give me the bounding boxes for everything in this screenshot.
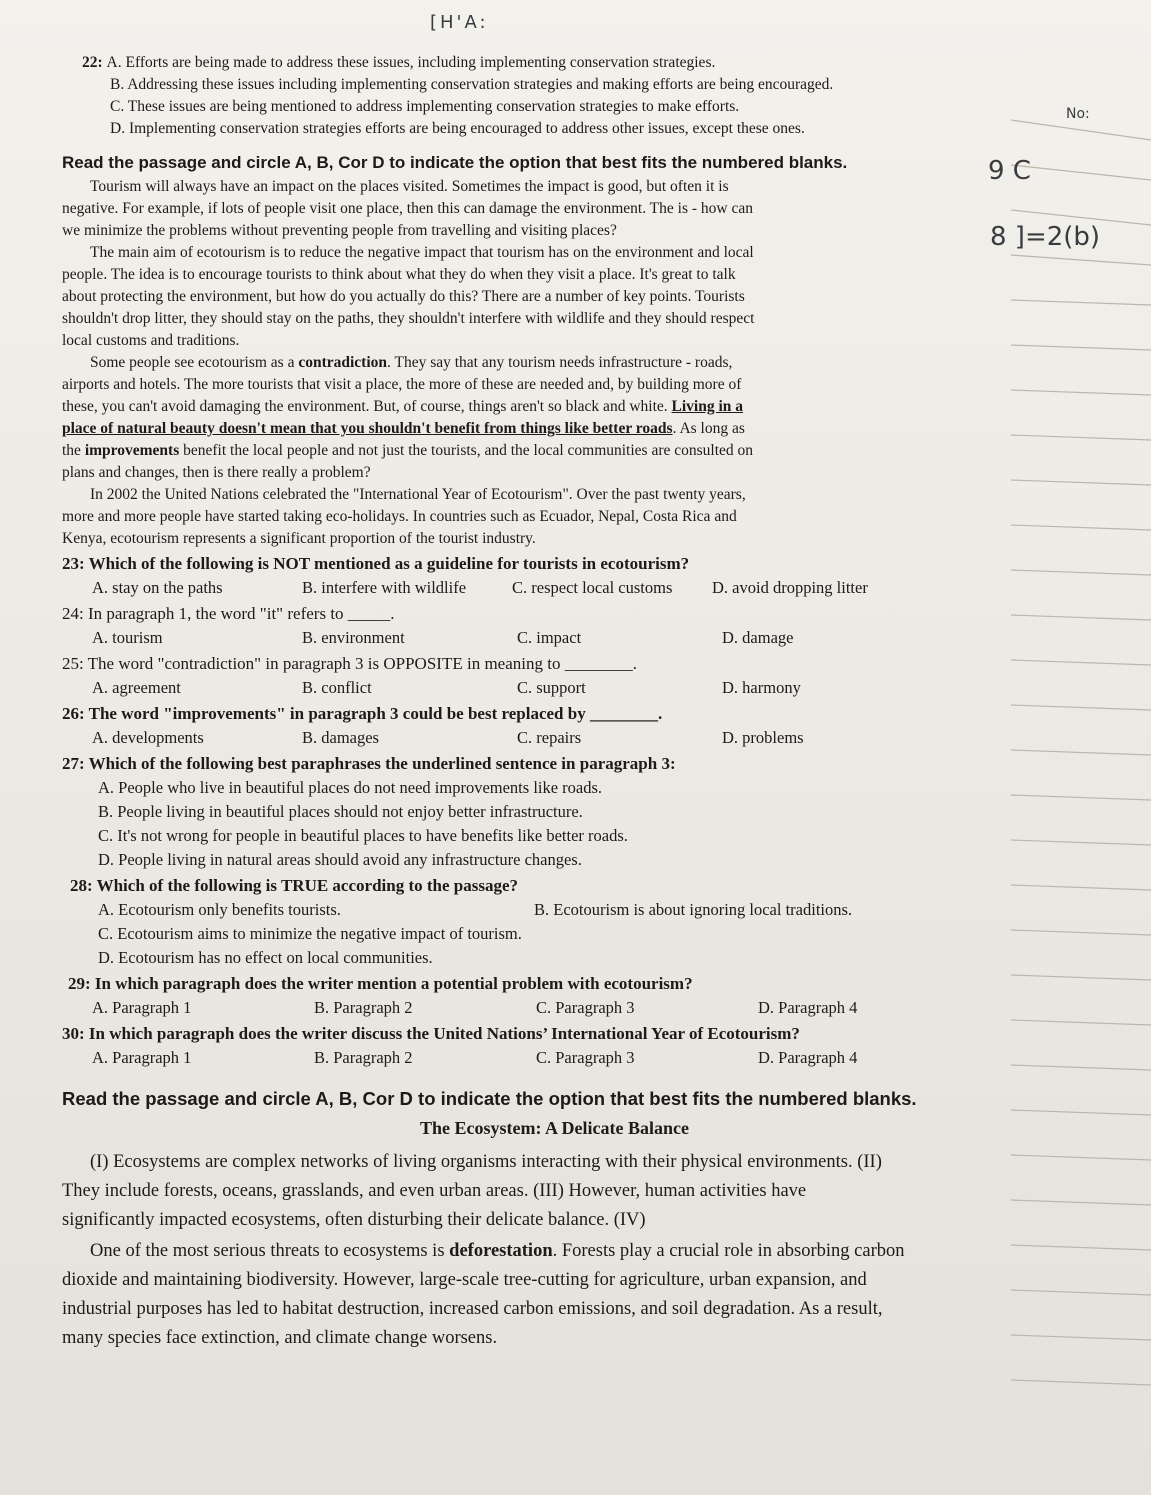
q24-option-c[interactable]: C. impact (517, 628, 582, 647)
no-label: No: (1066, 106, 1090, 122)
q23-stem: 23: Which of the following is NOT mentioned as a guideline for tourists in ecotourism? (62, 554, 690, 573)
q28-option-a[interactable]: A. Ecotourism only benefits tourists. (98, 900, 341, 919)
q27-stem: 27: Which of the following best paraphrases the underlined sentence in paragraph 3: (62, 754, 676, 773)
q26-option-b[interactable]: B. damages (302, 728, 379, 747)
handwritten-note-2: 8 ]=2(b) (990, 222, 1101, 252)
q28-option-b[interactable]: B. Ecotourism is about ignoring local traditions. (534, 900, 853, 919)
keyword-improvements: improvements (84, 442, 180, 459)
p4-line-1: In 2002 the United Nations celebrated the "International Year of Ecotourism". Over the past twenty years, (90, 486, 746, 503)
q27-option-c[interactable]: C. It's not wrong for people in beautiful places to have benefits like better roads. (98, 826, 628, 845)
q25-stem: 25: The word "contradiction" in paragraph 3 is OPPOSITE in meaning to ________. (62, 654, 637, 673)
q25-option-d[interactable]: D. harmony (722, 678, 801, 697)
underlined-sentence-part-1: Living in a (671, 398, 744, 415)
q29-option-b[interactable]: B. Paragraph 2 (314, 998, 413, 1017)
q27-option-b[interactable]: B. People living in beautiful places should not enjoy better infrastructure. (98, 802, 583, 821)
q26-options (62, 726, 1047, 750)
p2-2-line-3: industrial purposes has led to habitat destruction, increased carbon emissions, and soil degradation. As a result, (62, 1299, 883, 1319)
p3-line-6: plans and changes, then is there really a problem? (62, 464, 371, 481)
q28-options-ab (62, 898, 1047, 922)
p2-2-line-4: many species face extinction, and climate change worsens. (62, 1328, 498, 1348)
keyword-deforestation: deforestation (449, 1241, 553, 1261)
q29-stem: 29: In which paragraph does the writer mention a potential problem with ecotourism? (68, 974, 693, 993)
q26-option-d[interactable]: D. problems (722, 728, 804, 747)
q24-stem: 24: In paragraph 1, the word "it" refers to _____. (62, 604, 395, 623)
q26-option-c[interactable]: C. repairs (517, 728, 582, 747)
p2-line-4: shouldn't drop litter, they should stay on the paths, they shouldn't interfere with wildlife and they should respect (62, 310, 755, 327)
q30-option-c[interactable]: C. Paragraph 3 (536, 1048, 635, 1067)
q23-option-a[interactable]: A. stay on the paths (92, 578, 223, 597)
p1-line-3: we minimize the problems without preventing people from travelling and visiting places? (62, 222, 617, 239)
q26-stem: 26: The word "improvements" in paragraph 3 could be best replaced by ________. (62, 704, 663, 723)
q25-option-b[interactable]: B. conflict (302, 678, 372, 697)
p2-line-2: people. The idea is to encourage tourists to think about what they do when they visit a place. It's great to talk (62, 266, 736, 283)
p2-1-line-2: They include forests, oceans, grasslands, and even urban areas. (III) However, human activities have (62, 1181, 807, 1201)
q25-option-a[interactable]: A. agreement (92, 678, 181, 697)
worksheet-content (62, 52, 1047, 1353)
q29-option-a[interactable]: A. Paragraph 1 (92, 998, 192, 1017)
instruction-2: Read the passage and circle A, B, Cor D to indicate the option that best fits the numbered blanks. (62, 1088, 917, 1109)
q25-option-c[interactable]: C. support (517, 678, 586, 697)
q30-stem: 30: In which paragraph does the writer discuss the United Nations’ International Year of Ecotourism? (62, 1024, 800, 1043)
q22-option-b[interactable]: B. Addressing these issues including implementing conservation strategies and making efforts are being encouraged. (110, 76, 834, 93)
p3-line-2: airports and hotels. The more tourists that visit a place, the more of these are needed and, by building more of (62, 376, 742, 393)
top-scribble: [H'A: (430, 12, 489, 33)
p1-line-1: Tourism will always have an impact on the places visited. Sometimes the impact is good, but often it is (90, 178, 729, 195)
q30-option-a[interactable]: A. Paragraph 1 (92, 1048, 192, 1067)
p2-line-1: The main aim of ecotourism is to reduce the negative impact that tourism has on the environment and local (90, 244, 754, 261)
p4-line-3: Kenya, ecotourism represents a significant proportion of the tourist industry. (62, 530, 536, 547)
p2-2-line-1: One of the most serious threats to ecosystems is deforestation. Forests play a crucial role in absorbing carbon (90, 1241, 905, 1261)
passage-ecosystem (62, 1114, 1047, 1353)
p2-line-3: about protecting the environment, but how do you actually do this? There are a number of key points. Tourists (62, 288, 745, 305)
q30-option-d[interactable]: D. Paragraph 4 (758, 1048, 858, 1067)
q23-option-d[interactable]: D. avoid dropping litter (712, 578, 868, 597)
q24-options (62, 626, 1047, 650)
p3-line-4: place of natural beauty doesn't mean that you shouldn't benefit from things like better roads. As long as (62, 420, 745, 437)
q24-option-b[interactable]: B. environment (302, 628, 405, 647)
q23-option-b[interactable]: B. interfere with wildlife (302, 578, 467, 597)
q23-option-c[interactable]: C. respect local customs (512, 578, 673, 597)
q30-option-b[interactable]: B. Paragraph 2 (314, 1048, 413, 1067)
q22-option-c[interactable]: C. These issues are being mentioned to address implementing conservation strategies to make efforts. (110, 98, 740, 115)
p2-1-line-3: significantly impacted ecosystems, often disturbing their delicate balance. (IV) (62, 1210, 646, 1230)
underlined-sentence-part-2: place of natural beauty doesn't mean that you shouldn't benefit from things like better roads (62, 420, 673, 437)
p2-line-5: local customs and traditions. (62, 332, 240, 349)
q28-option-d[interactable]: D. Ecotourism has no effect on local communities. (98, 948, 433, 967)
q30-options (62, 1046, 1047, 1070)
keyword-contradiction: contradiction (298, 354, 388, 371)
q26-option-a[interactable]: A. developments (92, 728, 204, 747)
p3-line-5: the improvements benefit the local people and not just the tourists, and the local communities are consulted on (62, 442, 754, 459)
q24-option-d[interactable]: D. damage (722, 628, 794, 647)
q25-options (62, 676, 1047, 700)
p3-line-3: these, you can't avoid damaging the environment. But, of course, things aren't so black and white. Living in a (62, 398, 744, 415)
q27-option-d[interactable]: D. People living in natural areas should avoid any infrastructure changes. (98, 850, 582, 869)
q28-stem: 28: Which of the following is TRUE according to the passage? (70, 876, 519, 895)
passage-ecotourism (62, 176, 1047, 550)
q27-option-a[interactable]: A. People who live in beautiful places do not need improvements like roads. (98, 778, 603, 797)
handwritten-note-1: 9 C (988, 156, 1031, 186)
q29-option-d[interactable]: D. Paragraph 4 (758, 998, 858, 1017)
q24-option-a[interactable]: A. tourism (92, 628, 163, 647)
p2-1-line-1: (I) Ecosystems are complex networks of living organisms interacting with their physical environments. (II) (90, 1152, 882, 1172)
question-22 (62, 52, 1047, 140)
p4-line-2: more and more people have started taking eco-holidays. In countries such as Ecuador, Nepal, Costa Rica and (62, 508, 737, 525)
p2-2-line-2: dioxide and maintaining biodiversity. However, large-scale tree-cutting for agriculture, urban expansion, and (62, 1270, 867, 1290)
q22-number: 22: (82, 54, 107, 71)
q29-options (62, 996, 1047, 1020)
q22-option-a[interactable]: A. Efforts are being made to address these issues, including implementing conservation strategies. (106, 54, 716, 71)
q29-option-c[interactable]: C. Paragraph 3 (536, 998, 635, 1017)
p3-line-1: Some people see ecotourism as a contradiction. They say that any tourism needs infrastructure - roads, (90, 354, 733, 371)
q28-option-c[interactable]: C. Ecotourism aims to minimize the negative impact of tourism. (98, 924, 522, 943)
passage-2-title: The Ecosystem: A Delicate Balance (420, 1118, 689, 1138)
p1-line-2: negative. For example, if lots of people visit one place, then this can damage the environment. The is - how can (62, 200, 753, 217)
q23-options (62, 576, 1047, 600)
instruction-1: Read the passage and circle A, B, Cor D to indicate the option that best fits the numbered blanks. (62, 153, 848, 172)
q22-option-d[interactable]: D. Implementing conservation strategies efforts are being encouraged to address other issues, except these ones. (110, 120, 805, 137)
